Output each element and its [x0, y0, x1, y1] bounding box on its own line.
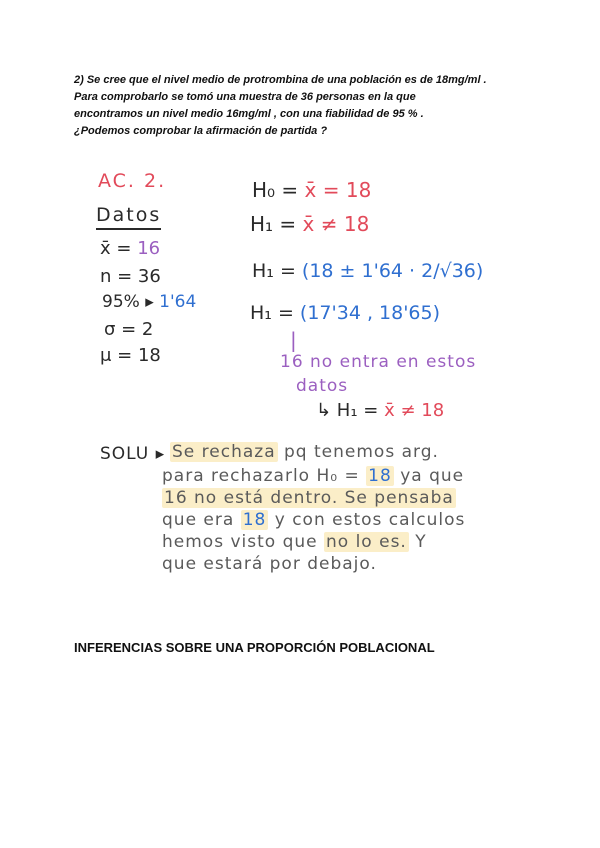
solution-line-5 — [162, 534, 427, 551]
solution-line-2-b: ya que — [400, 466, 465, 486]
exercise-title: AC. 2. — [98, 170, 167, 192]
confidence-row — [102, 294, 196, 311]
datos-heading-text: Datos — [96, 204, 161, 230]
solution-line-2-a: para rechazarlo H₀ = — [162, 466, 360, 486]
datos-heading — [96, 206, 161, 225]
problem-line-2: Para comprobarlo se tomó una muestra de 36 personas en la que — [74, 91, 416, 103]
solution-line-2-number: 18 — [368, 466, 392, 486]
mu-row: μ = 18 — [100, 345, 161, 366]
solution-line-5-a: hemos visto que — [162, 532, 318, 552]
h0-expression: x̄ = 18 — [304, 178, 372, 202]
xbar-label: x̄ = — [100, 238, 132, 259]
connector-bar: | — [290, 328, 297, 352]
conclusion-row — [316, 402, 444, 420]
problem-line-4: ¿Podemos comprobar la afirmación de partida ? — [74, 125, 328, 137]
note-line-2: datos — [296, 376, 349, 396]
h1-interval-row — [250, 304, 440, 323]
sigma-row: σ = 2 — [104, 319, 154, 340]
solution-line-1-rest: pq tenemos arg. — [284, 442, 439, 462]
solution-line-2 — [162, 468, 464, 485]
h0-row — [252, 180, 371, 200]
h1-expression: x̄ ≠ 18 — [302, 212, 370, 236]
solution-highlight-5: no lo es. — [326, 532, 407, 552]
conclusion-arrow: ↳ H₁ = — [316, 400, 379, 421]
h1-interval-formula: (18 ± 1'64 · 2/√36) — [301, 260, 484, 282]
solution-line-4 — [162, 512, 465, 529]
h1-interval-prefix: H₁ = — [250, 302, 294, 324]
problem-statement — [74, 72, 544, 140]
problem-line-3: encontramos un nivel medio 16mg/ml , con una fiabilidad de 95 % . — [74, 108, 424, 120]
note-line-1: 16 no entra en estos — [280, 352, 477, 372]
h1-row — [250, 214, 369, 234]
h0-prefix: H₀ = — [252, 178, 299, 202]
conclusion-expression: x̄ ≠ 18 — [384, 400, 445, 421]
solution-line-1 — [170, 444, 439, 461]
solution-line-5-b: Y — [415, 532, 427, 552]
solution-label: SOLU ▸ — [100, 444, 166, 464]
xbar-row — [100, 240, 160, 258]
solution-line-3 — [162, 490, 456, 507]
n-row: n = 36 — [100, 266, 161, 287]
solution-line-4-a: que era — [162, 510, 235, 530]
h1-interval-values: (17'34 , 18'65) — [299, 302, 441, 324]
h1-prefix: H₁ = — [250, 212, 297, 236]
solution-line-4-b: y con estos calculos — [274, 510, 466, 530]
section-heading: INFERENCIAS SOBRE UNA PROPORCIÓN POBLACIONAL — [74, 640, 435, 655]
problem-line-1: 2) Se cree que el nivel medio de protrombina de una población es de 18mg/ml . — [74, 74, 487, 86]
h1-interval-formula-row — [252, 262, 483, 281]
solution-highlight-3: 16 no está dentro. Se pensaba — [164, 488, 454, 508]
confidence-value: 1'64 — [159, 292, 197, 312]
solution-line-4-number: 18 — [242, 510, 267, 530]
solution-highlight-1: Se rechaza — [172, 442, 276, 462]
xbar-value: 16 — [137, 238, 161, 259]
solution-line-6: que estará por debajo. — [162, 554, 377, 574]
confidence-label: 95% ▸ — [102, 292, 154, 312]
h1-interval-formula-prefix: H₁ = — [252, 260, 296, 282]
